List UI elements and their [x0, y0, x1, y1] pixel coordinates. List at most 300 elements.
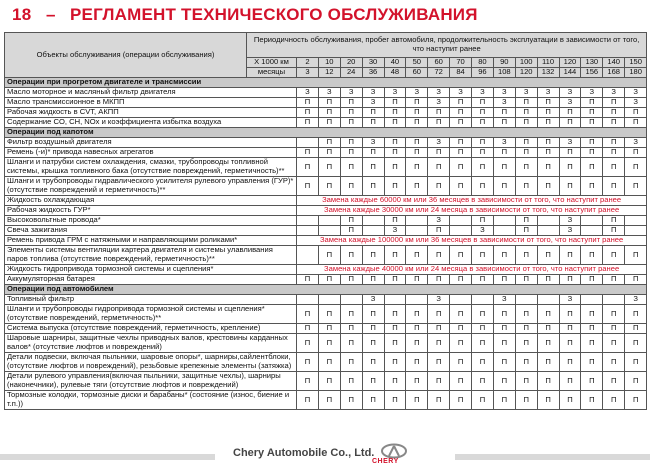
operation-cell: П: [581, 118, 603, 128]
operation-label: Высоковольтные провода*: [5, 216, 297, 226]
operation-cell: З: [625, 138, 647, 148]
operation-label: Шаровые шарниры, защитные чехлы приводных валов, крестовины карданных валов* (отсутствие люфтов и повреждений): [5, 334, 297, 353]
table-row: [5, 324, 647, 334]
operation-cell: П: [603, 226, 625, 236]
operation-cell: П: [559, 118, 581, 128]
operation-cell: П: [428, 391, 450, 410]
operation-cell: [297, 216, 319, 226]
operation-cell: З: [362, 295, 384, 305]
operation-label: Масло трансмиссионное в МКПП: [5, 98, 297, 108]
operation-cell: П: [318, 353, 340, 372]
table-row: [5, 138, 647, 148]
operation-cell: П: [472, 148, 494, 158]
operation-cell: П: [406, 372, 428, 391]
operation-cell: П: [472, 275, 494, 285]
operation-label: Элементы системы вентиляции картера двигателя и системы улавливания паров топлива (отсутствие повреждений, герметичность)**: [5, 246, 297, 265]
objects-header: Объекты обслуживания (операции обслуживания): [5, 33, 247, 78]
operation-cell: З: [537, 88, 559, 98]
km-value: 70: [450, 58, 472, 68]
operation-cell: П: [472, 391, 494, 410]
operation-cell: П: [406, 108, 428, 118]
operation-cell: П: [603, 158, 625, 177]
table-row: [5, 177, 647, 196]
operation-cell: З: [428, 216, 450, 226]
operation-cell: П: [537, 108, 559, 118]
km-value: 90: [493, 58, 515, 68]
operation-cell: З: [362, 88, 384, 98]
operation-cell: П: [384, 138, 406, 148]
operation-cell: П: [559, 148, 581, 158]
operation-cell: П: [515, 324, 537, 334]
operation-cell: З: [603, 88, 625, 98]
operation-cell: П: [384, 216, 406, 226]
operation-label: Аккумуляторная батарея: [5, 275, 297, 285]
operation-cell: П: [318, 118, 340, 128]
operation-cell: П: [603, 148, 625, 158]
operation-cell: П: [515, 275, 537, 285]
operation-cell: П: [428, 334, 450, 353]
operation-label: Ремень привода ГРМ с натяжными и направляющими роликами*: [5, 236, 297, 246]
section-header-row: [5, 128, 647, 138]
operation-cell: П: [362, 275, 384, 285]
operation-cell: П: [450, 305, 472, 324]
header-dash: –: [46, 5, 56, 24]
operation-cell: П: [537, 158, 559, 177]
operation-cell: П: [603, 275, 625, 285]
operation-cell: П: [625, 305, 647, 324]
operation-cell: П: [384, 246, 406, 265]
operation-cell: П: [581, 98, 603, 108]
operation-cell: П: [450, 324, 472, 334]
operation-cell: [318, 295, 340, 305]
header-row-periodicity: [5, 33, 647, 58]
operation-cell: П: [559, 246, 581, 265]
footer-bar-left: [0, 454, 215, 460]
operation-cell: П: [472, 158, 494, 177]
operation-cell: П: [581, 138, 603, 148]
operation-cell: П: [384, 305, 406, 324]
operation-cell: П: [297, 148, 319, 158]
operation-cell: П: [515, 334, 537, 353]
operation-cell: П: [362, 353, 384, 372]
table-row: [5, 305, 647, 324]
operation-cell: [318, 226, 340, 236]
operation-cell: П: [581, 372, 603, 391]
operation-cell: П: [537, 148, 559, 158]
operation-cell: П: [340, 372, 362, 391]
months-value: 144: [559, 68, 581, 78]
operation-cell: П: [340, 108, 362, 118]
operation-cell: З: [493, 88, 515, 98]
operation-cell: П: [472, 108, 494, 118]
operation-cell: П: [297, 177, 319, 196]
table-row: [5, 148, 647, 158]
operation-cell: З: [384, 226, 406, 236]
table-row: [5, 226, 647, 236]
operation-cell: П: [472, 98, 494, 108]
operation-cell: П: [559, 324, 581, 334]
operation-cell: [297, 246, 319, 265]
operation-cell: П: [625, 108, 647, 118]
section-title: Операции под капотом: [5, 128, 647, 138]
operation-cell: П: [384, 148, 406, 158]
operation-cell: П: [581, 246, 603, 265]
months-value: 24: [340, 68, 362, 78]
operation-cell: П: [362, 391, 384, 410]
operation-cell: П: [625, 246, 647, 265]
km-value: 100: [515, 58, 537, 68]
km-value: 110: [537, 58, 559, 68]
operation-cell: П: [625, 324, 647, 334]
operation-cell: [318, 216, 340, 226]
operation-cell: З: [472, 226, 494, 236]
periodicity-header: Периодичность обслуживания, пробег автомобиля, продолжительность эксплуатации в зависимости от того, что наступит ранее: [247, 33, 647, 58]
operation-cell: П: [625, 372, 647, 391]
operation-cell: П: [362, 246, 384, 265]
table-row: [5, 98, 647, 108]
operation-cell: П: [406, 98, 428, 108]
operation-cell: З: [559, 88, 581, 98]
operation-cell: П: [625, 118, 647, 128]
operation-cell: П: [472, 118, 494, 128]
chery-logo-icon: [380, 443, 408, 459]
operation-cell: [362, 216, 384, 226]
operation-cell: П: [340, 334, 362, 353]
operation-cell: П: [428, 305, 450, 324]
operation-cell: П: [493, 372, 515, 391]
operation-cell: П: [581, 324, 603, 334]
operation-cell: [297, 226, 319, 236]
footer-brand: CHERY: [372, 458, 399, 465]
operation-cell: П: [450, 334, 472, 353]
operation-cell: П: [581, 391, 603, 410]
operation-cell: З: [625, 295, 647, 305]
operation-cell: П: [493, 353, 515, 372]
operation-cell: П: [603, 246, 625, 265]
operation-cell: З: [559, 138, 581, 148]
operation-cell: П: [297, 391, 319, 410]
operation-cell: П: [537, 391, 559, 410]
operation-cell: П: [625, 275, 647, 285]
table-row: [5, 118, 647, 128]
operation-cell: П: [472, 138, 494, 148]
operation-label: Шланги и патрубки систем охлаждения, смазки, трубопроводы топливной системы, крышка топливного бака (отсутствие повреждений, герметичность)**: [5, 158, 297, 177]
footer-company: Chery Automobile Co., Ltd.: [233, 447, 375, 459]
operation-cell: [493, 216, 515, 226]
km-value: 10: [318, 58, 340, 68]
operation-cell: [450, 295, 472, 305]
operation-cell: П: [450, 108, 472, 118]
operation-cell: З: [318, 88, 340, 98]
operation-cell: П: [603, 353, 625, 372]
operation-cell: П: [493, 246, 515, 265]
operation-cell: [406, 216, 428, 226]
months-value: 72: [428, 68, 450, 78]
operation-cell: П: [340, 177, 362, 196]
operation-cell: [406, 226, 428, 236]
table-row: [5, 246, 647, 265]
operation-cell: П: [450, 177, 472, 196]
operation-cell: П: [581, 108, 603, 118]
operation-cell: П: [603, 372, 625, 391]
operation-cell: П: [537, 138, 559, 148]
months-value: 168: [603, 68, 625, 78]
operation-label: Рабочая жидкость в CVT, АКПП: [5, 108, 297, 118]
maintenance-table: [4, 32, 647, 410]
operation-cell: З: [581, 88, 603, 98]
page-title: РЕГЛАМЕНТ ТЕХНИЧЕСКОГО ОБСЛУЖИВАНИЯ: [70, 5, 478, 24]
operation-cell: П: [340, 226, 362, 236]
operation-cell: П: [428, 148, 450, 158]
table-row: [5, 265, 647, 275]
operation-cell: П: [537, 334, 559, 353]
operation-cell: П: [384, 177, 406, 196]
operation-cell: [603, 295, 625, 305]
operation-cell: П: [515, 118, 537, 128]
months-label: месяцы: [247, 68, 297, 78]
operation-cell: П: [625, 334, 647, 353]
operation-cell: П: [406, 138, 428, 148]
operation-cell: З: [450, 88, 472, 98]
km-value: 30: [362, 58, 384, 68]
operation-cell: П: [318, 324, 340, 334]
operation-cell: З: [625, 98, 647, 108]
operation-cell: П: [450, 138, 472, 148]
operation-cell: П: [318, 246, 340, 265]
km-label: Х 1000 км: [247, 58, 297, 68]
table-row: [5, 334, 647, 353]
km-value: 140: [603, 58, 625, 68]
operation-cell: П: [384, 334, 406, 353]
km-value: 20: [340, 58, 362, 68]
operation-cell: З: [559, 216, 581, 226]
operation-cell: П: [428, 226, 450, 236]
operation-cell: П: [340, 275, 362, 285]
operation-cell: З: [515, 88, 537, 98]
operation-cell: П: [362, 177, 384, 196]
operation-cell: П: [493, 275, 515, 285]
operation-cell: П: [559, 372, 581, 391]
operation-cell: П: [406, 324, 428, 334]
operation-cell: П: [362, 158, 384, 177]
operation-cell: П: [450, 246, 472, 265]
operation-cell: [537, 226, 559, 236]
operation-cell: П: [450, 391, 472, 410]
months-value: 96: [472, 68, 494, 78]
operation-cell: П: [428, 108, 450, 118]
operation-cell: П: [450, 158, 472, 177]
operation-cell: П: [297, 372, 319, 391]
operation-cell: З: [559, 295, 581, 305]
operation-cell: П: [318, 177, 340, 196]
operation-cell: П: [318, 148, 340, 158]
months-value: 120: [515, 68, 537, 78]
operation-cell: П: [318, 158, 340, 177]
operation-label: Ремень (-и)* привода навесных агрегатов: [5, 148, 297, 158]
operation-cell: П: [472, 177, 494, 196]
operation-cell: П: [428, 372, 450, 391]
table-row: [5, 196, 647, 206]
operation-cell: П: [515, 305, 537, 324]
operation-cell: П: [493, 324, 515, 334]
operation-cell: П: [515, 353, 537, 372]
operation-cell: З: [559, 98, 581, 108]
operation-label: Жидкость охлаждающая: [5, 196, 297, 206]
operation-cell: П: [384, 108, 406, 118]
km-value: 40: [384, 58, 406, 68]
operation-cell: П: [362, 334, 384, 353]
operation-cell: [537, 295, 559, 305]
operation-cell: П: [428, 118, 450, 128]
operation-cell: П: [472, 324, 494, 334]
operation-cell: П: [515, 158, 537, 177]
table-row: [5, 108, 647, 118]
operation-cell: З: [428, 295, 450, 305]
table-row: [5, 88, 647, 98]
operation-cell: П: [537, 324, 559, 334]
operation-cell: П: [472, 372, 494, 391]
operation-cell: П: [384, 275, 406, 285]
months-value: 12: [318, 68, 340, 78]
operation-cell: П: [493, 334, 515, 353]
operation-cell: [537, 216, 559, 226]
replacement-note: Замена каждые 30000 км или 24 месяца в зависимости от того, что наступит ранее: [297, 206, 647, 216]
months-value: 60: [406, 68, 428, 78]
section-header-row: [5, 78, 647, 88]
operation-cell: З: [362, 98, 384, 108]
section-header-row: [5, 285, 647, 295]
km-value: 60: [428, 58, 450, 68]
replacement-note: Замена каждые 100000 км или 36 месяцев в зависимости от того, что наступит ранее: [297, 236, 647, 246]
operation-cell: [297, 138, 319, 148]
operation-cell: П: [537, 118, 559, 128]
operation-cell: П: [603, 138, 625, 148]
operation-cell: П: [603, 216, 625, 226]
table-row: [5, 391, 647, 410]
section-title: Операции при прогретом двигателе и трансмиссии: [5, 78, 647, 88]
operation-cell: П: [450, 118, 472, 128]
operation-cell: П: [515, 226, 537, 236]
operation-cell: З: [559, 226, 581, 236]
operation-label: Свеча зажигания: [5, 226, 297, 236]
months-value: 132: [537, 68, 559, 78]
operation-cell: П: [318, 391, 340, 410]
operation-cell: З: [362, 138, 384, 148]
operation-cell: П: [428, 246, 450, 265]
table-row: [5, 158, 647, 177]
operation-cell: П: [450, 372, 472, 391]
footer-bar-right: [455, 454, 650, 460]
operation-label: Фильтр воздушный двигателя: [5, 138, 297, 148]
operation-cell: П: [515, 148, 537, 158]
months-value: 48: [384, 68, 406, 78]
operation-cell: П: [493, 108, 515, 118]
months-value: 84: [450, 68, 472, 78]
km-value: 80: [472, 58, 494, 68]
operation-cell: П: [537, 246, 559, 265]
operation-cell: П: [318, 305, 340, 324]
replacement-note: Замена каждые 60000 км или 36 месяцев в зависимости от того, что наступит ранее: [297, 196, 647, 206]
operation-cell: П: [515, 177, 537, 196]
operation-cell: П: [515, 391, 537, 410]
operation-cell: П: [297, 158, 319, 177]
operation-cell: П: [340, 98, 362, 108]
operation-cell: П: [406, 305, 428, 324]
months-value: 156: [581, 68, 603, 78]
km-value: 130: [581, 58, 603, 68]
operation-cell: П: [493, 305, 515, 324]
operation-cell: П: [340, 148, 362, 158]
operation-cell: П: [515, 372, 537, 391]
operation-cell: [297, 295, 319, 305]
operation-cell: П: [340, 158, 362, 177]
operation-cell: П: [297, 108, 319, 118]
table-row: [5, 206, 647, 216]
operation-cell: [340, 295, 362, 305]
operation-cell: [472, 295, 494, 305]
operation-cell: П: [428, 324, 450, 334]
operation-cell: П: [384, 324, 406, 334]
months-value: 3: [297, 68, 319, 78]
operation-cell: П: [428, 177, 450, 196]
operation-cell: П: [603, 108, 625, 118]
operation-cell: П: [318, 108, 340, 118]
operation-cell: П: [362, 372, 384, 391]
operation-cell: П: [472, 353, 494, 372]
km-value: 150: [625, 58, 647, 68]
operation-label: Топливный фильтр: [5, 295, 297, 305]
operation-cell: П: [406, 391, 428, 410]
operation-cell: П: [625, 353, 647, 372]
operation-cell: П: [493, 118, 515, 128]
operation-cell: П: [625, 177, 647, 196]
operation-cell: П: [559, 353, 581, 372]
operation-cell: П: [297, 98, 319, 108]
operation-cell: П: [340, 138, 362, 148]
operation-cell: [515, 295, 537, 305]
operation-cell: З: [406, 88, 428, 98]
operation-cell: П: [362, 324, 384, 334]
operation-cell: П: [581, 334, 603, 353]
table-row: [5, 295, 647, 305]
operation-cell: П: [603, 118, 625, 128]
operation-cell: П: [537, 305, 559, 324]
operation-cell: З: [493, 138, 515, 148]
operation-cell: П: [537, 177, 559, 196]
operation-label: Детали рулевого управления(включая пыльники, защитные чехлы), шарниры (наконечники), рулевые тяги (отсутствие люфтов и повреждений): [5, 372, 297, 391]
operation-cell: [625, 226, 647, 236]
operation-cell: П: [625, 158, 647, 177]
operation-cell: П: [450, 353, 472, 372]
operation-cell: П: [603, 334, 625, 353]
operation-cell: П: [603, 98, 625, 108]
operation-cell: [581, 216, 603, 226]
operation-label: Детали подвески, включая пыльники, шаровые опоры*, шарниры,сайлентблоки, (отсутствие люфтов и повреждений), резьбовые крепежные элементы (затяжка): [5, 353, 297, 372]
operation-cell: П: [340, 324, 362, 334]
operation-cell: П: [406, 275, 428, 285]
operation-cell: П: [472, 305, 494, 324]
operation-cell: П: [559, 391, 581, 410]
months-value: 36: [362, 68, 384, 78]
operation-cell: П: [384, 98, 406, 108]
operation-cell: П: [428, 275, 450, 285]
operation-label: Жидкость гидропривода тормозной системы и сцепления*: [5, 265, 297, 275]
operation-cell: П: [406, 148, 428, 158]
operation-cell: П: [515, 98, 537, 108]
operation-cell: П: [493, 158, 515, 177]
maintenance-table-wrapper: [4, 32, 646, 410]
operation-cell: П: [450, 275, 472, 285]
